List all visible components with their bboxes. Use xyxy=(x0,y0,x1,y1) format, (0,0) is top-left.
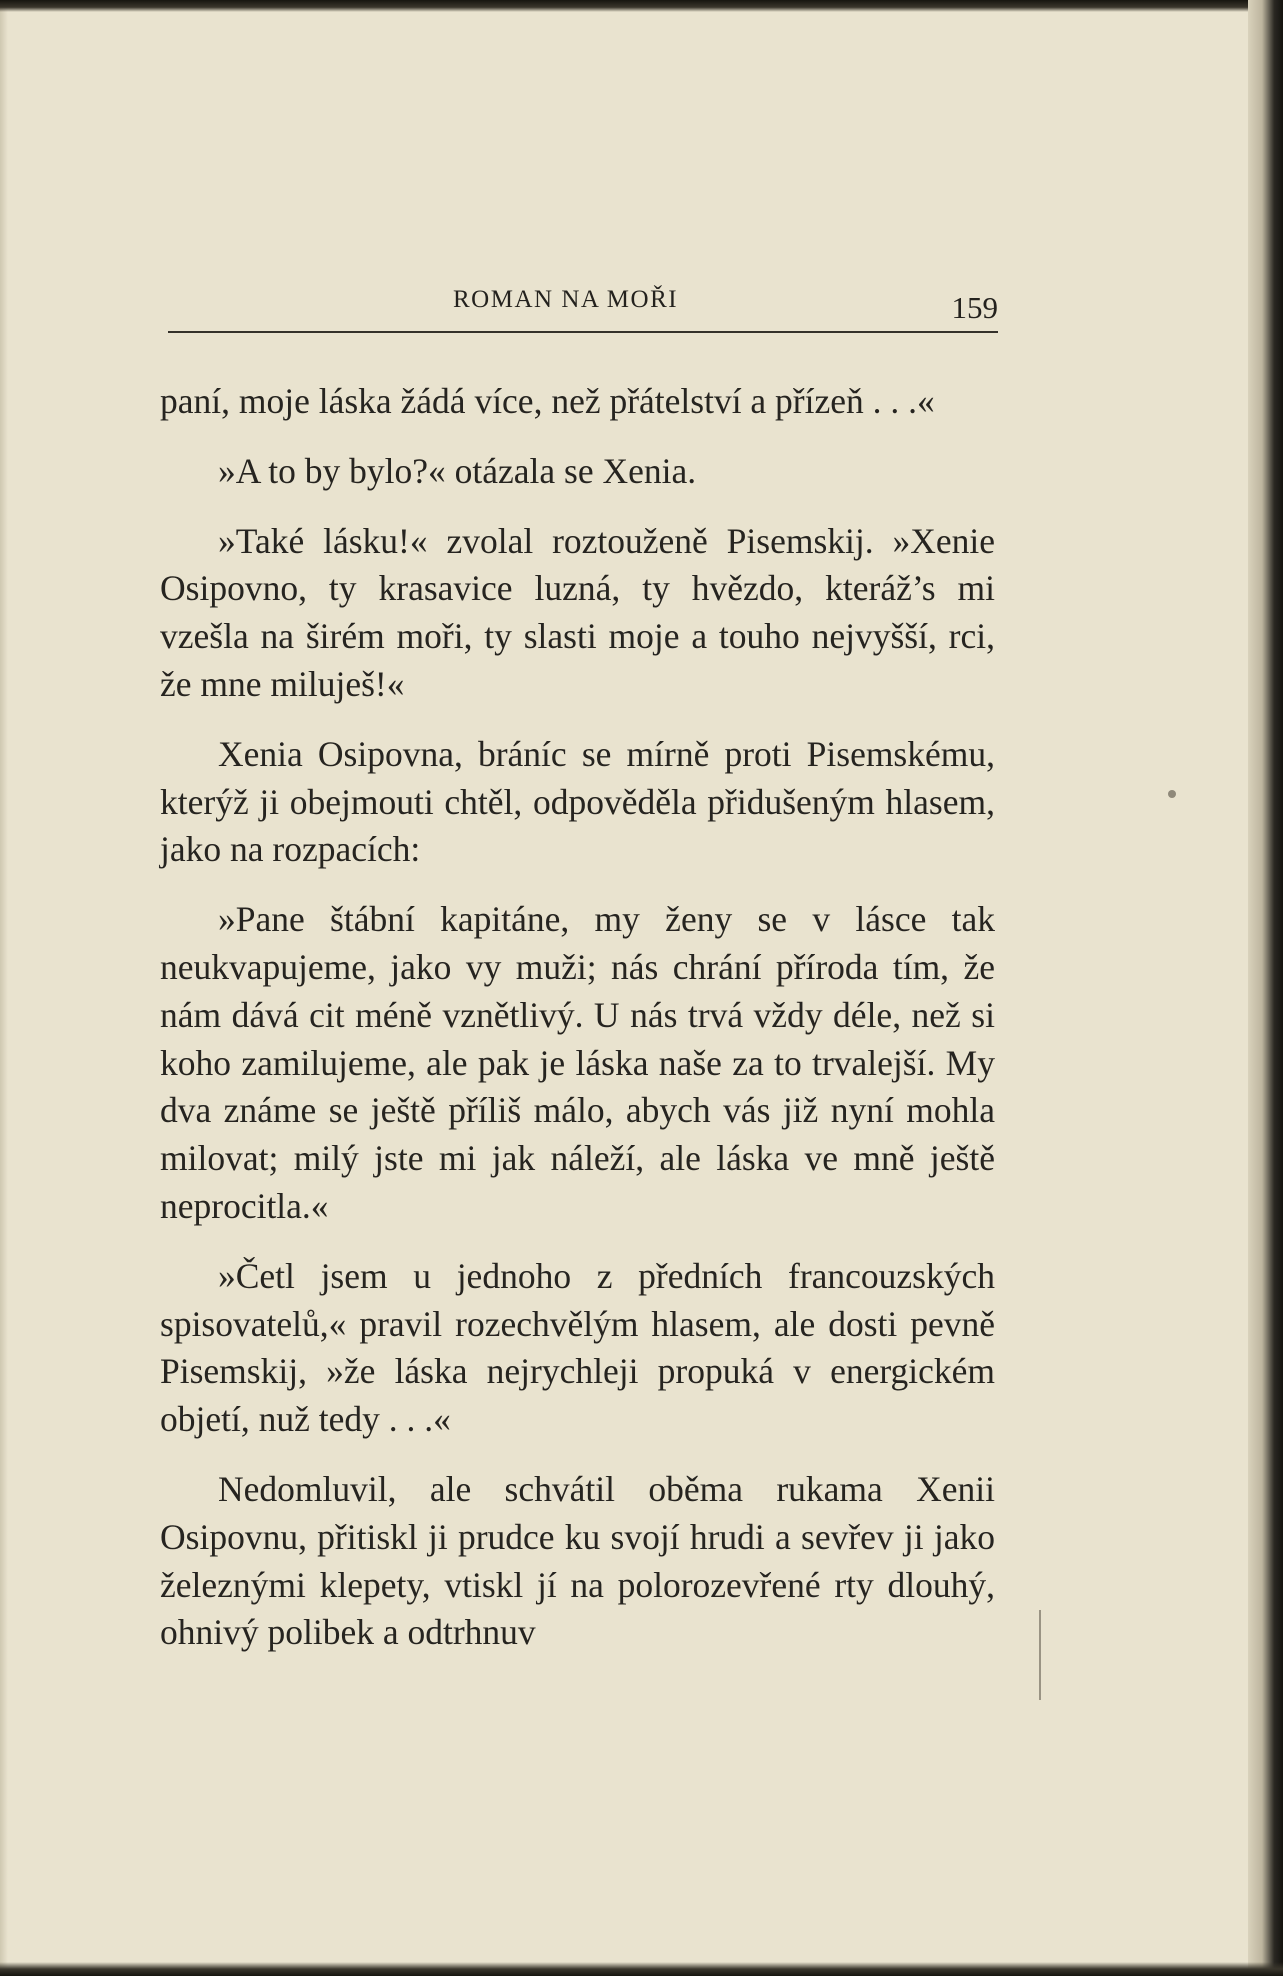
margin-speck xyxy=(1168,790,1176,798)
paragraph: »Pane štábní kapitáne, my ženy se v lásce tak neukvapujeme, jako vy muži; nás chrání příroda tím, že nám dává cit méně vznětlivý. U nás trvá vždy déle, než si koho zamilujeme, ale pak je láska naše za to trvalejší. My dva známe se ještě příliš málo, abych vás již nyní mohla milovat; milý jste mi jak náleží, ale láska ve mně ještě neprocitla.« xyxy=(160,899,995,1226)
running-header xyxy=(168,282,998,332)
page-number: 159 xyxy=(951,290,998,325)
page-top-edge xyxy=(0,0,1283,12)
paragraph: Nedomluvil, ale schvátil oběma rukama Xenii Osipovnu, přitiskl ji prudce ku svojí hrudi a sevřev ji jako železnými klepety, vtiskl jí na polorozevřené rty dlouhý, ohnivý polibek a odtrhnuv xyxy=(160,1468,995,1653)
margin-mark xyxy=(1039,1610,1041,1700)
paragraph: »Také lásku!« zvolal roztouženě Pisemskij. »Xenie Osipovno, ty krasavice luzná, ty hvězdo, kteráž’s mi vzešla na širém moři, ty slasti moje a touho nejvyšší, rci, že mne miluješ!« xyxy=(160,520,995,704)
page-left-edge xyxy=(0,0,8,1976)
paragraph: Xenia Osipovna, bráníc se mírně proti Pisemskému, kterýž ji obejmouti chtěl, odpověděla přidušeným hlasem, jako na rozpacích: xyxy=(160,733,995,870)
header-rule xyxy=(168,331,998,333)
page-bottom-edge xyxy=(0,1962,1283,1976)
paragraph: paní, moje láska žádá více, než přátelství a přízeň . . .« xyxy=(160,381,935,421)
paragraph: »Četl jsem u jednoho z předních francouzských spisovatelů,« pravil rozechvělým hlasem, ale dosti pevně Pisemskij, »že láska nejrychleji propuká v energickém objetí, nuž tedy . . .« xyxy=(160,1255,995,1440)
body-text xyxy=(160,378,995,1679)
page-right-edge xyxy=(1248,0,1283,1976)
running-title: ROMAN NA MOŘI xyxy=(453,286,679,313)
paragraph: »A to by bylo?« otázala se Xenia. xyxy=(218,450,697,491)
